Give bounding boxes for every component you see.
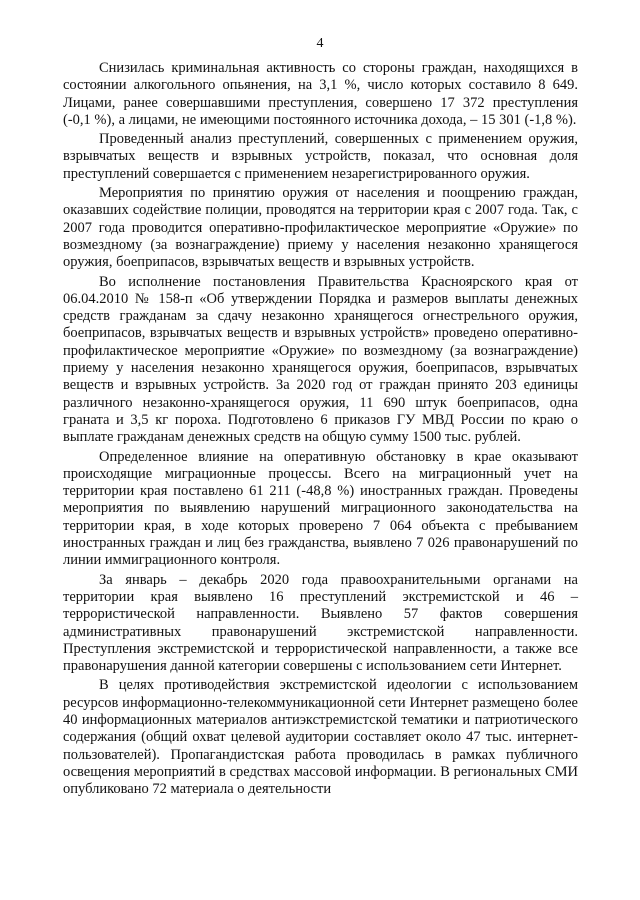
paragraph-alcohol-crime-stats: Снизилась криминальная активность со стороны граждан, находящихся в состоянии алкогольного опьянения, на 3,1 %, число которых составило 8 649. Лицами, ранее совершавшими преступления, совершено 17 372 преступления (-0,1 %), а лицами, не имеющими постоянного источника дохода, – 15 301 (-1,8 %). [63,60,578,128]
paragraph-extremism-crimes: За январь – декабрь 2020 года правоохранительными органами на территории края выявлено 16 преступлений экстремистской и 46 – террористической направленности. Выявлено 57 фактов совершения административных правонарушений экстремистской направленности. Преступления экстремистской и террористической направленности, а также все правонарушения данной категории совершены с использованием сети Интернет. [63,571,578,675]
paragraph-weapons-analysis: Проведенный анализ преступлений, совершенных с применением оружия, взрывчатых веществ и взрывных устройств, показал, что основная доля преступлений совершается с применением незарегистрированного оружия. [63,131,578,182]
paragraph-counter-extremism-internet: В целях противодействия экстремистской идеологии с использованием ресурсов информационно-телекоммуникационной сети Интернет размещено более 40 информационных материалов антиэкстремистской тематики и патриотического содержания (общий охват целевой аудитории составляет около 47 тыс. интернет-пользователей). Пропагандистская работа проводилась в рамках публичного освещения мероприятий в средствах массовой информации. В региональных СМИ опубликовано 72 материала о деятельности [63,677,578,798]
paragraph-government-resolution: Во исполнение постановления Правительства Красноярского края от 06.04.2010 № 158-п «Об утверждении Порядка и размеров выплаты денежных средств гражданам за сдачу незаконно хранящегося огнестрельного оружия, боеприпасов, взрывчатых веществ и взрывных устройств» проведено оперативно-профилактическое мероприятие «Оружие» по возмездному (за вознаграждение) приему у населения незаконно хранящегося оружия, боеприпасов, взрывчатых веществ и взрывных устройств. За 2020 год от граждан принято 203 единицы различного незаконно-хранящегося оружия, 11 690 штук боеприпасов, одна граната и 3,5 кг пороха. Подготовлено 6 приказов ГУ МВД России по краю о выплате гражданам денежных средств на общую сумму 1500 тыс. рублей. [63,273,578,446]
paragraph-weapons-acceptance-program: Мероприятия по принятию оружия от населения и поощрению граждан, оказавших содействие полиции, проводятся на территории края с 2007 года. Так, с 2007 года проводится оперативно-профилактическое мероприятие «Оружие» по возмездному (за вознаграждение) приему у населения незаконно хранящегося оружия, боеприпасов, взрывчатых веществ и взрывных устройств. [63,185,578,271]
page-number: 4 [316,36,324,51]
document-body [63,60,578,800]
paragraph-migration: Определенное влияние на оперативную обстановку в крае оказывают происходящие миграционные процессы. Всего на миграционный учет на территории края поставлено 61 211 (-48,8 %) иностранных граждан. Проведены мероприятия по выявлению нарушений миграционного законодательства на территории края, в ходе которых проверено 7 064 объекта с пребыванием иностранных граждан и лиц без гражданства, выявлено 7 026 правонарушений по линии иммиграционного контроля. [63,448,578,569]
